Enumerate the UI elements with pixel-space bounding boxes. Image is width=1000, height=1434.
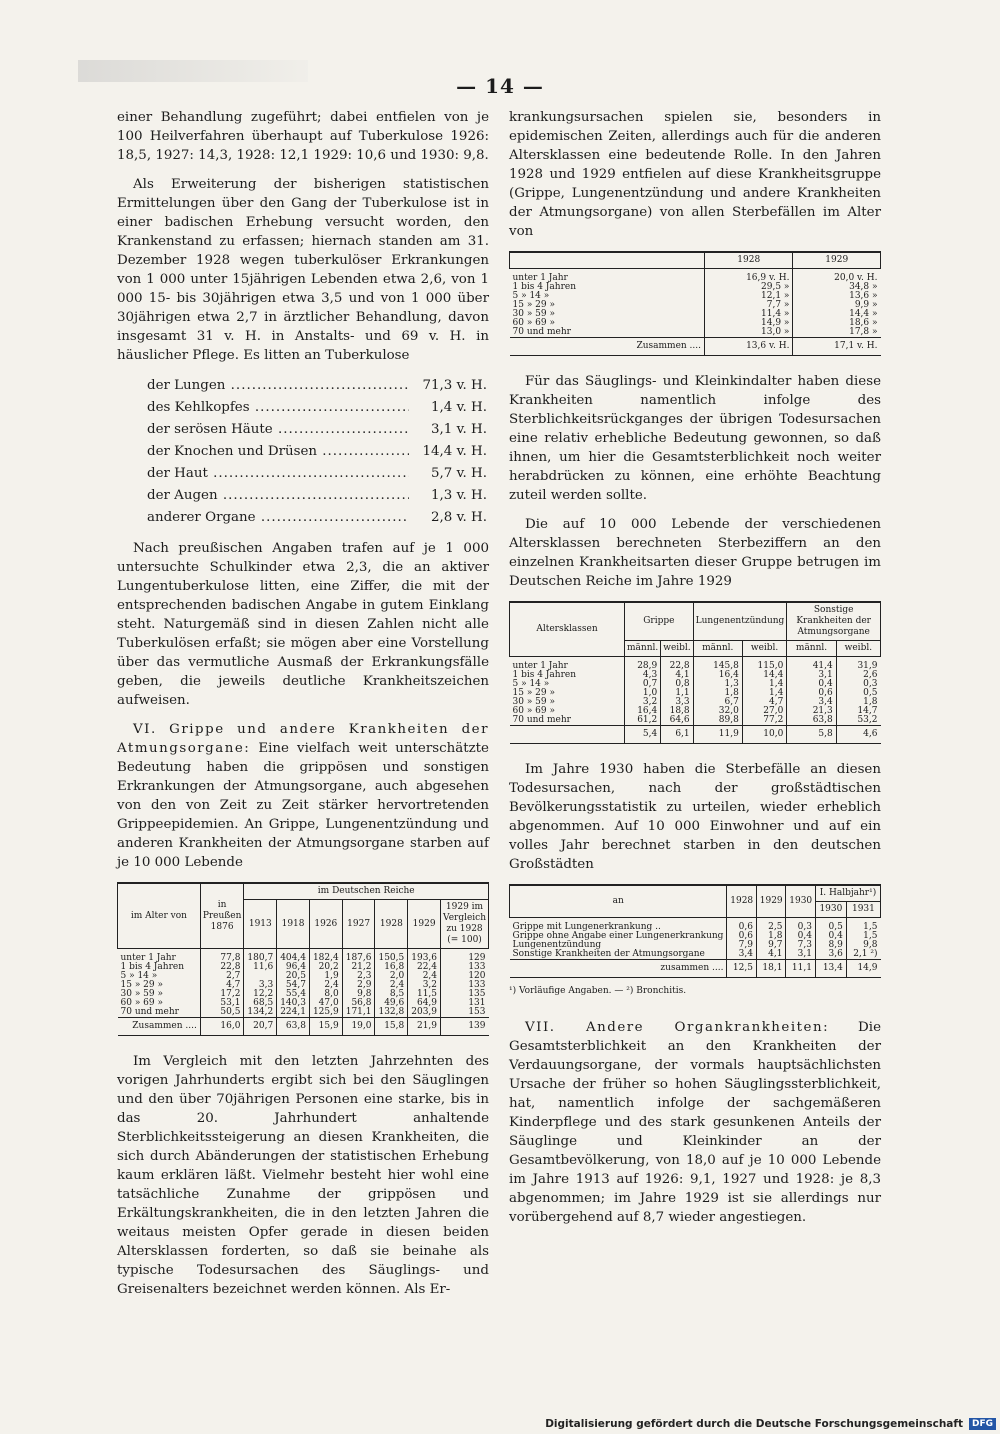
left-paragraph-1: einer Behandlung zugeführt; dabei entfielen von je 100 Heilverfahren überhaupt auf Tuberkulose 1926: 18,5, 1927: 14,3, 1928: 12,1 1929: 10,6 und 1930: 9,8. xyxy=(117,110,489,163)
t3-cell: 28,9 xyxy=(625,657,661,672)
t3-cell: 4,7 xyxy=(742,698,786,707)
t3-total-row xyxy=(510,726,881,744)
t2-row-label: 30 » 59 » xyxy=(512,309,555,319)
t1-cell: 77,8 xyxy=(200,949,244,964)
t1-cell: 9,8 xyxy=(342,990,375,999)
t4-cell: 0,5 xyxy=(815,918,846,933)
t1-cell: 8,0 xyxy=(309,990,342,999)
t4-cell: 9,7 xyxy=(756,941,786,950)
t1-cell: 1,9 xyxy=(309,972,342,981)
t1-cell: 120 xyxy=(441,972,489,981)
t3-sub: männl. xyxy=(625,641,661,657)
t1-cell: 133 xyxy=(441,981,489,990)
t3-cell: 3,2 xyxy=(625,698,661,707)
t2-cell: 16,9 v. H. xyxy=(705,269,793,284)
t3-row xyxy=(510,716,881,726)
t1-total-cell: 15,9 xyxy=(309,1018,342,1036)
t3-cell: 18,8 xyxy=(661,707,693,716)
t4-total-row xyxy=(510,960,881,978)
t2-row-label: unter 1 Jahr xyxy=(512,273,568,283)
t1-cell: 182,4 xyxy=(309,949,342,964)
t3-row-label: 1 bis 4 Jahren xyxy=(512,670,576,680)
t3-cell: 89,8 xyxy=(693,716,742,726)
t2-cell: 13,6 » xyxy=(793,292,881,301)
t1-cell: 193,6 xyxy=(408,949,441,964)
t2-row-label: 60 » 69 » xyxy=(512,318,555,328)
t4-cell: 0,4 xyxy=(815,932,846,941)
t1-cell: 54,7 xyxy=(277,981,310,990)
t4-cell: 1,8 xyxy=(756,932,786,941)
t1-cell: 135 xyxy=(441,990,489,999)
t3-cell: 14,7 xyxy=(836,707,880,716)
tb-organ: der Lungen ..... xyxy=(147,375,409,397)
t4-cell: 0,4 xyxy=(786,932,816,941)
t1-cell: 2,0 xyxy=(375,972,408,981)
tb-list-item xyxy=(147,485,487,507)
t3-cell: 1,8 xyxy=(836,698,880,707)
t1-cell: 224,1 xyxy=(277,1008,310,1018)
t3-cell: 32,0 xyxy=(693,707,742,716)
t1-total-cell: 20,7 xyxy=(244,1018,277,1036)
tb-list-item xyxy=(147,441,487,463)
t3-cell: 145,8 xyxy=(693,657,742,672)
tb-value: 1,4 v. H. xyxy=(431,400,487,415)
t3-cell: 2,6 xyxy=(836,671,880,680)
t4-cell: 7,3 xyxy=(786,941,816,950)
t2-cell: 34,8 » xyxy=(793,283,881,292)
page-number: — 14 — xyxy=(456,74,544,98)
t1-cell: 50,5 xyxy=(200,1008,244,1018)
t1-total-cell: 63,8 xyxy=(277,1018,310,1036)
t3-sub: männl. xyxy=(693,641,742,657)
t3-cell: 3,4 xyxy=(787,698,836,707)
tb-value: 71,3 v. H. xyxy=(422,378,487,393)
t4-cell: 1,5 xyxy=(846,918,880,933)
t2-row xyxy=(510,269,881,284)
t3-cell: 31,9 xyxy=(836,657,880,672)
t1-year: 1928 xyxy=(375,900,408,949)
t1-col-prussia: in Preußen 1876 xyxy=(200,883,244,949)
t2-cell: 9,9 » xyxy=(793,301,881,310)
right-column xyxy=(509,108,881,1237)
t2-header: 1928 xyxy=(705,252,793,269)
t1-total-cell: 16,0 xyxy=(200,1018,244,1036)
tb-organ: der Knochen und Drüsen ..... xyxy=(147,441,409,463)
right-paragraph-5 xyxy=(509,1018,881,1227)
t4-cell: 2,1 ²) xyxy=(846,950,880,960)
t1-cell: 134,2 xyxy=(244,1008,277,1018)
t4-year: 1929 xyxy=(756,885,786,918)
t4-total-cell: 18,1 xyxy=(756,960,786,978)
t1-cell: 150,5 xyxy=(375,949,408,964)
t4-cell: 2,5 xyxy=(756,918,786,933)
section-vi-text: Eine vielfach weit unterschätzte Bedeutung haben die grippösen und sonstigen Erkrankungen der Atmungsorgane, auch abgesehen von den von Zeit zu Zeit stärker hervortretenden Grippeepidemien. An Grippe, Lungenentzündung und anderen Krankheiten der Atmungsorgane starben auf je 10 000 Lebende xyxy=(117,741,489,870)
t1-cell: 180,7 xyxy=(244,949,277,964)
t3-cell: 22,8 xyxy=(661,657,693,672)
t1-cell: 171,1 xyxy=(342,1008,375,1018)
t4-row-label: Lungenentzündung xyxy=(512,940,602,950)
t1-col-reich: im Deutschen Reiche xyxy=(244,883,489,900)
t4-col-label: an xyxy=(510,885,727,918)
t4-cell: 1,5 xyxy=(846,932,880,941)
t1-cell: 49,6 xyxy=(375,999,408,1008)
t3-sub: männl. xyxy=(787,641,836,657)
t1-row-label: 1 bis 4 Jahren xyxy=(120,962,184,972)
tb-list-item xyxy=(147,507,487,529)
t1-cell: 2,9 xyxy=(342,981,375,990)
tb-organ: der Augen ..... xyxy=(147,485,409,507)
t2-row-label: 1 bis 4 Jahren xyxy=(512,282,576,292)
t1-row-label: 30 » 59 » xyxy=(120,989,163,999)
t1-cell: 129 xyxy=(441,949,489,964)
t3-total-cell: 5,4 xyxy=(625,726,661,744)
t3-row-label: 60 » 69 » xyxy=(512,706,555,716)
tb-value: 1,3 v. H. xyxy=(431,488,487,503)
t4-year: 1930 xyxy=(786,885,816,918)
t4-total-cell: 11,1 xyxy=(786,960,816,978)
right-paragraph-2: Für das Säuglings- und Kleinkindalter haben diese Krankheiten namentlich infolge des Sterblichkeitsrückganges der übrigen Todesursachen eine relativ erhebliche Bedeutung gewonnen, so daß ihnen, um hier die Gesamtsterblichkeit noch weiter herabdrücken zu können, eine erhöhte Beachtung zuteil werden sollte. xyxy=(509,374,881,503)
t1-row-label: unter 1 Jahr xyxy=(120,953,176,963)
t2-cell: 11,4 » xyxy=(705,310,793,319)
t2-row xyxy=(510,292,881,301)
t3-total-cell: 6,1 xyxy=(661,726,693,744)
t1-year: 1913 xyxy=(244,900,277,949)
t3-cell: 0,8 xyxy=(661,680,693,689)
t3-cell: 63,8 xyxy=(787,716,836,726)
t3-row-label: 70 und mehr xyxy=(512,715,571,725)
t2-row-label: 5 » 14 » xyxy=(512,291,550,301)
t1-cell: 140,3 xyxy=(277,999,310,1008)
t3-total-cell: 10,0 xyxy=(742,726,786,744)
t2-row-label: 70 und mehr xyxy=(512,327,571,337)
t4-row-label: Grippe ohne Angabe einer Lungenerkrankung xyxy=(512,931,724,941)
t1-row-label: 70 und mehr xyxy=(120,1007,179,1017)
t4-cell: 4,1 xyxy=(756,950,786,960)
tb-organ: der Haut ..... xyxy=(147,463,409,485)
t3-group: Grippe xyxy=(625,602,694,641)
t1-year: 1927 xyxy=(342,900,375,949)
t1-row-label: 60 » 69 » xyxy=(120,998,163,1008)
t3-cell: 41,4 xyxy=(787,657,836,672)
t1-cell: 8,5 xyxy=(375,990,408,999)
t4-total-cell: 14,9 xyxy=(846,960,880,978)
t2-row xyxy=(510,283,881,292)
t1-cell: 2,3 xyxy=(342,972,375,981)
t3-cell: 1,4 xyxy=(742,689,786,698)
t2-cell: 29,5 » xyxy=(705,283,793,292)
t1-cell: 53,1 xyxy=(200,999,244,1008)
t3-total-label xyxy=(510,726,625,744)
t1-cell: 68,5 xyxy=(244,999,277,1008)
t3-row xyxy=(510,657,881,672)
t3-cell: 4,1 xyxy=(661,671,693,680)
t1-cell: 4,7 xyxy=(200,981,244,990)
t3-cell: 1,0 xyxy=(625,689,661,698)
t1-cell: 47,0 xyxy=(309,999,342,1008)
t3-cell: 64,6 xyxy=(661,716,693,726)
tb-value: 2,8 v. H. xyxy=(431,510,487,525)
t4-cell: 9,8 xyxy=(846,941,880,950)
t2-cell: 20,0 v. H. xyxy=(793,269,881,284)
t3-cell: 53,2 xyxy=(836,716,880,726)
t4-half-year: 1931 xyxy=(846,902,880,918)
t2-cell: 18,6 » xyxy=(793,319,881,328)
right-paragraph-3: Die auf 10 000 Lebende der verschiedenen Altersklassen berechneten Sterbeziffern an den einzelnen Krankheitsarten dieser Gruppe betrugen im Deutschen Reiche im Jahre 1929 xyxy=(509,517,881,589)
left-paragraph-4 xyxy=(117,720,489,872)
t3-cell: 16,4 xyxy=(625,707,661,716)
t1-total-cell: 139 xyxy=(441,1018,489,1036)
t3-group: Sonstige Krankheiten der Atmungsorgane xyxy=(787,602,881,641)
t1-col-compare: 1929 im Vergleich zu 1928 (= 100) xyxy=(441,900,489,949)
t1-cell: 16,8 xyxy=(375,963,408,972)
t4-cell: 3,6 xyxy=(815,950,846,960)
section-vi-heading: VI. Grippe und andere Krankheiten der Atmungsorgane: xyxy=(117,722,489,756)
t1-year: 1918 xyxy=(277,900,310,949)
t1-row xyxy=(118,949,489,964)
t3-sub: weibl. xyxy=(836,641,880,657)
t4-total-cell: 13,4 xyxy=(815,960,846,978)
t1-total-label: Zusammen .... xyxy=(118,1018,201,1036)
credit-text: Digitalisierung gefördert durch die Deutsche Forschungsgemeinschaft xyxy=(545,1418,963,1430)
t2-total-label: Zusammen .... xyxy=(510,338,705,356)
t1-cell: 17,2 xyxy=(200,990,244,999)
t3-row-label: 5 » 14 » xyxy=(512,679,550,689)
t2-row xyxy=(510,328,881,338)
t1-cell: 132,8 xyxy=(375,1008,408,1018)
t2-row xyxy=(510,310,881,319)
tb-organ: des Kehlkopfes ..... xyxy=(147,397,409,419)
t2-total-cell: 13,6 v. H. xyxy=(705,338,793,356)
t1-cell: 21,2 xyxy=(342,963,375,972)
t4-total-cell: 12,5 xyxy=(727,960,757,978)
tb-value: 5,7 v. H. xyxy=(431,466,487,481)
t2-cell: 7,7 » xyxy=(705,301,793,310)
t1-cell: 2,4 xyxy=(309,981,342,990)
t3-sub: weibl. xyxy=(661,641,693,657)
left-column xyxy=(117,108,489,1309)
t3-cell: 3,1 xyxy=(787,671,836,680)
tb-value: 14,4 v. H. xyxy=(422,444,487,459)
t1-row-label: 15 » 29 » xyxy=(120,980,163,990)
t4-cell: 3,1 xyxy=(786,950,816,960)
t1-cell: 3,3 xyxy=(244,981,277,990)
table-big-cities xyxy=(509,884,881,978)
t3-total-cell: 5,8 xyxy=(787,726,836,744)
t1-cell: 404,4 xyxy=(277,949,310,964)
t1-year: 1929 xyxy=(408,900,441,949)
t1-cell: 153 xyxy=(441,1008,489,1018)
t3-cell: 0,4 xyxy=(787,680,836,689)
t2-header xyxy=(510,252,705,269)
tb-organ: der serösen Häute ..... xyxy=(147,419,409,441)
t2-total-row xyxy=(510,338,881,356)
t3-cell: 4,3 xyxy=(625,671,661,680)
t1-total-cell: 21,9 xyxy=(408,1018,441,1036)
t1-cell: 11,6 xyxy=(244,963,277,972)
t3-cell: 16,4 xyxy=(693,671,742,680)
t1-cell: 96,4 xyxy=(277,963,310,972)
t3-cell: 1,4 xyxy=(742,680,786,689)
t4-row xyxy=(510,950,881,960)
left-paragraph-3: Nach preußischen Angaben trafen auf je 1 000 untersuchte Schulkinder etwa 2,3, die an aktiver Lungentuberkulose litten, eine Ziffer, die mit der entsprechenden badischen Angabe in gutem Einklang steht. Naturgemäß sind in diesen Zahlen nicht alle Tuberkulösen erfaßt; sie mögen aber eine Vorstellung über das vermutliche Ausmaß der Erkrankungsfälle geben, die jeweils deutliche Krankheitszeichen aufweisen. xyxy=(117,541,489,708)
t1-row xyxy=(118,1008,489,1018)
t2-cell: 12,1 » xyxy=(705,292,793,301)
t3-row-label: 30 » 59 » xyxy=(512,697,555,707)
t4-cell: 0,6 xyxy=(727,918,757,933)
dfg-logo: DFG xyxy=(969,1418,996,1430)
t3-cell: 0,5 xyxy=(836,689,880,698)
t2-row xyxy=(510,301,881,310)
t3-cell: 0,6 xyxy=(787,689,836,698)
t3-cell: 1,1 xyxy=(661,689,693,698)
digitization-credit xyxy=(545,1418,996,1430)
table-respiratory-deaths xyxy=(117,882,489,1036)
tb-value: 3,1 v. H. xyxy=(431,422,487,437)
t1-cell: 55,4 xyxy=(277,990,310,999)
t4-cell: 0,6 xyxy=(727,932,757,941)
t4-total-label: zusammen .... xyxy=(510,960,727,978)
tb-list-item xyxy=(147,375,487,397)
t1-cell: 20,5 xyxy=(277,972,310,981)
t1-cell: 11,5 xyxy=(408,990,441,999)
t1-cell: 133 xyxy=(441,963,489,972)
t2-cell: 17,8 » xyxy=(793,328,881,338)
t1-cell: 125,9 xyxy=(309,1008,342,1018)
t1-cell: 2,4 xyxy=(375,981,408,990)
t3-cell: 0,7 xyxy=(625,680,661,689)
t2-row-label: 15 » 29 » xyxy=(512,300,555,310)
tb-list-item xyxy=(147,463,487,485)
tuberculosis-list xyxy=(147,375,487,529)
t1-cell: 22,4 xyxy=(408,963,441,972)
t1-cell: 22,8 xyxy=(200,963,244,972)
t2-cell: 14,9 » xyxy=(705,319,793,328)
t1-col-label: im Alter von xyxy=(118,883,201,949)
t1-cell: 2,4 xyxy=(408,972,441,981)
t1-cell: 12,2 xyxy=(244,990,277,999)
t1-cell: 131 xyxy=(441,999,489,1008)
t1-cell: 64,9 xyxy=(408,999,441,1008)
t3-cell: 14,4 xyxy=(742,671,786,680)
t3-cell: 115,0 xyxy=(742,657,786,672)
t2-cell: 13,0 » xyxy=(705,328,793,338)
t3-row-label: unter 1 Jahr xyxy=(512,661,568,671)
t3-cell: 27,0 xyxy=(742,707,786,716)
t3-sub: weibl. xyxy=(742,641,786,657)
t1-cell: 2,7 xyxy=(200,972,244,981)
tb-list-item xyxy=(147,397,487,419)
t1-row-label: 5 » 14 » xyxy=(120,971,158,981)
t4-cell: 0,3 xyxy=(786,918,816,933)
t1-cell: 56,8 xyxy=(342,999,375,1008)
t3-cell: 3,3 xyxy=(661,698,693,707)
t2-total-cell: 17,1 v. H. xyxy=(793,338,881,356)
t3-cell: 1,3 xyxy=(693,680,742,689)
t3-row-label: 15 » 29 » xyxy=(512,688,555,698)
t1-total-cell: 19,0 xyxy=(342,1018,375,1036)
t2-header: 1929 xyxy=(793,252,881,269)
t1-cell: 187,6 xyxy=(342,949,375,964)
t1-total-cell: 15,8 xyxy=(375,1018,408,1036)
t1-total-row xyxy=(118,1018,489,1036)
t1-cell: 20,2 xyxy=(309,963,342,972)
t3-cell: 61,2 xyxy=(625,716,661,726)
t4-row-label: Sonstige Krankheiten der Atmungsorgane xyxy=(512,949,705,959)
t3-total-cell: 11,9 xyxy=(693,726,742,744)
footnote: ¹) Vorläufige Angaben. — ²) Bronchitis. xyxy=(509,986,687,996)
t3-cell: 6,7 xyxy=(693,698,742,707)
left-paragraph-5: Im Vergleich mit den letzten Jahrzehnten des vorigen Jahrhunderts ergibt sich bei den Säuglingen und den über 70jährigen Personen eine starke, bis in das 20. Jahrhundert anhaltende Sterblichkeitssteigerung an diesen Krankheiten, die sich durch Abänderungen der statistischen Erhebung kaum erklären läßt. Vielmehr besteht hier wohl eine tatsächliche Zunahme der grippösen und Erkältungskrankheiten, die in den letzten Jahren die weitaus meisten Opfer gerade in diesen beiden Altersklassen forderten, so daß sie beinahe als typische Todesursachen des Säuglings- und Greisenalters bezeichnet werden können. Als Er- xyxy=(117,1054,489,1297)
t3-cell: 1,8 xyxy=(693,689,742,698)
table-death-rates-by-sex xyxy=(509,601,881,744)
section-vii-text: Die Gesamtsterblichkeit an den Krankheiten der Verdauungsorgane, der vormals hauptsächlichsten Ursache der früher so hohen Säuglingssterblichkeit, hat, namentlich infolge der sachgemäßeren Kinderpflege und des stark gesunkenen Anteils der Säuglinge und Kleinkinder an der Gesamtbevölkerung, von 18,0 auf je 10 000 Lebende im Jahre 1913 auf 1926: 9,1, 1927 und 1928: je 8,3 abgenommen; im Jahre 1929 ist sie allerdings nur vorübergehend auf 8,7 wieder angestiegen. xyxy=(509,1020,881,1225)
section-vii-heading: VII. Andere Organkrankheiten: xyxy=(525,1020,830,1035)
t3-col-label: Altersklassen xyxy=(510,602,625,657)
t4-year: 1928 xyxy=(727,885,757,918)
t3-group: Lungenentzündung xyxy=(693,602,787,641)
tb-organ: anderer Organe ..... xyxy=(147,507,409,529)
t4-row xyxy=(510,918,881,933)
t1-cell: 3,2 xyxy=(408,981,441,990)
t4-half-year: 1930 xyxy=(815,902,846,918)
t1-year: 1926 xyxy=(309,900,342,949)
t4-cell: 8,9 xyxy=(815,941,846,950)
t2-cell: 14,4 » xyxy=(793,310,881,319)
t3-cell: 77,2 xyxy=(742,716,786,726)
t4-row-label: Grippe mit Lungenerkrankung .. xyxy=(512,922,661,932)
right-paragraph-1: krankungsursachen spielen sie, besonders in epidemischen Zeiten, allerdings auch für die anderen Altersklassen eine bedeutende Rolle. In den Jahren 1928 und 1929 entfielen auf diese Krankheitsgruppe (Grippe, Lungenentzündung und andere Krankheiten der Atmungsorgane) von allen Sterbefällen im Alter von xyxy=(509,110,881,239)
right-paragraph-4: Im Jahre 1930 haben die Sterbefälle an diesen Todesursachen, nach der großstädtischen Bevölkerungsstatistik zu urteilen, wieder erheblich abgenommen. Auf 10 000 Einwohner und auf ein volles Jahr berechnet starben in den deutschen Großstädten xyxy=(509,762,881,872)
t4-cell: 7,9 xyxy=(727,941,757,950)
t4-half-label: I. Halbjahr¹) xyxy=(815,885,880,902)
tb-list-item xyxy=(147,419,487,441)
left-paragraph-2: Als Erweiterung der bisherigen statistischen Ermittelungen über den Gang der Tuberkulose ist in einer badischen Erhebung versucht worden, den Krankenstand zu erfassen; hiernach standen am 31. Dezember 1928 wegen tuberkulöser Erkrankungen von 1 000 unter 15jährigen Lebenden etwa 2,6, von 1 000 15- bis 30jährigen etwa 3,5 und von 1 000 über 30jährigen etwa 2,7 in ärztlicher Behandlung, davon insgesamt 31 v. H. in Anstalts- und 69 v. H. in häuslicher Pflege. Es litten an Tuberkulose xyxy=(117,177,489,363)
t1-cell: 203,9 xyxy=(408,1008,441,1018)
table-share-deaths xyxy=(509,251,881,356)
t4-cell: 3,4 xyxy=(727,950,757,960)
t3-cell: 21,3 xyxy=(787,707,836,716)
t3-total-cell: 4,6 xyxy=(836,726,880,744)
t3-cell: 0,3 xyxy=(836,680,880,689)
